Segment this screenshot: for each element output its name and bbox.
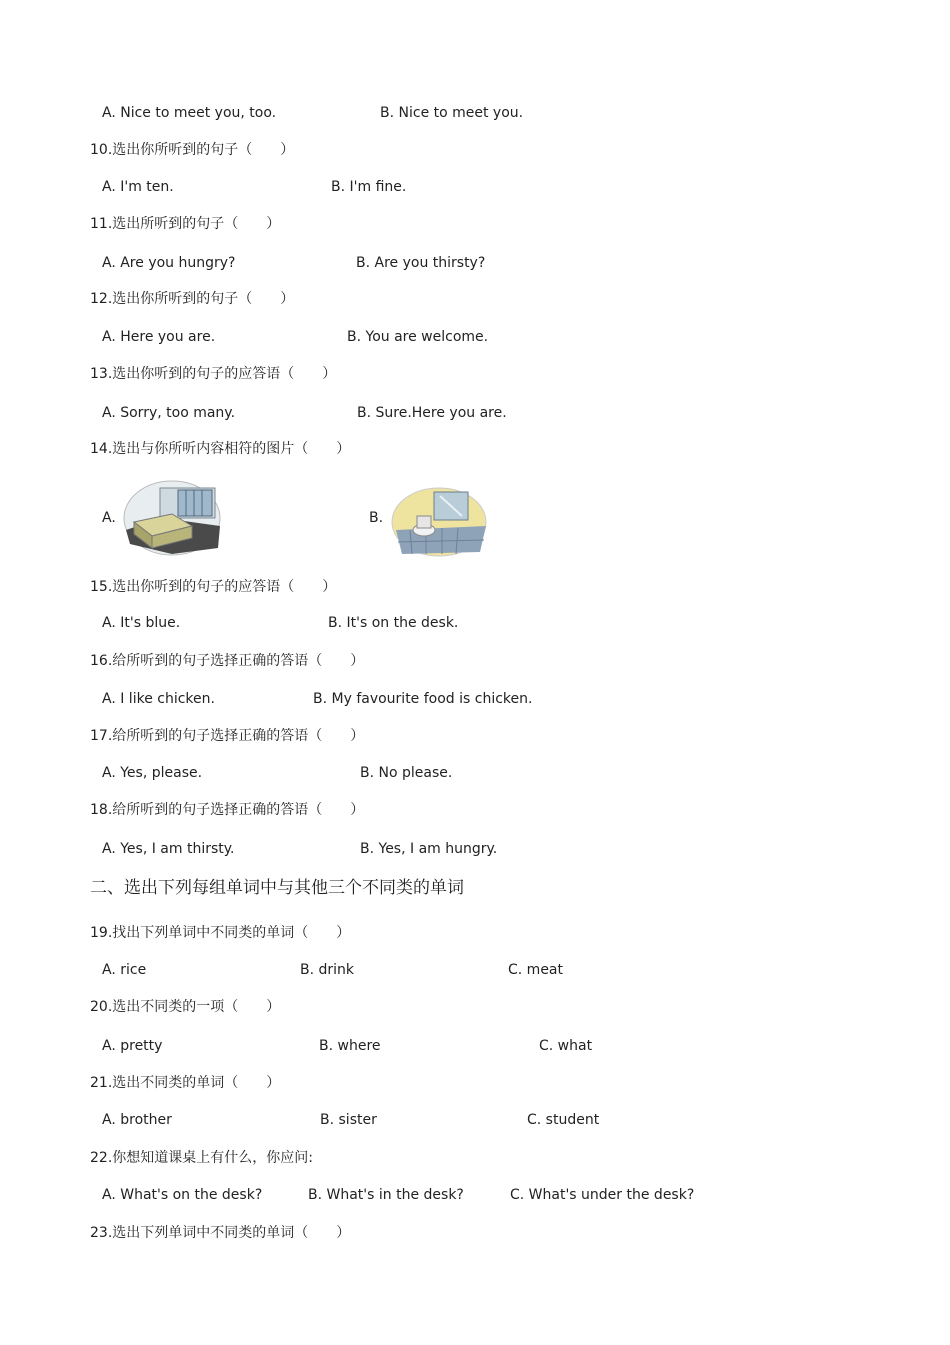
option-a-q19: A. rice [102, 962, 147, 978]
option-b-q19: B. drink [300, 962, 355, 978]
option-a-q17: A. Yes, please. [102, 765, 203, 781]
option-a-q13: A. Sorry, too many. [102, 405, 236, 421]
question-23: 23.选出下列单词中不同类的单词（ ） [90, 1225, 351, 1241]
option-a-q16: A. I like chicken. [102, 691, 215, 707]
question-13: 13.选出你听到的句子的应答语（ ） [90, 366, 337, 382]
option-a-q12: A. Here you are. [102, 329, 216, 345]
option-a-q11: A. Are you hungry? [102, 255, 236, 271]
question-21: 21.选出不同类的单词（ ） [90, 1075, 281, 1091]
question-16: 16.给所听到的句子选择正确的答语（ ） [90, 653, 365, 669]
option-a-q10: A. I'm ten. [102, 179, 174, 195]
option-b-q22: B. What's in the desk? [308, 1187, 464, 1203]
option-c-q20: C. what [539, 1038, 593, 1054]
option-a-q14: A. [102, 510, 116, 526]
option-b-q13: B. Sure.Here you are. [357, 405, 507, 421]
option-a-q15: A. It's blue. [102, 615, 181, 631]
bathroom-picture [390, 486, 488, 558]
option-b-q9: B. Nice to meet you. [380, 105, 524, 121]
question-11: 11.选出所听到的句子（ ） [90, 216, 281, 232]
option-a-q20: A. pretty [102, 1038, 163, 1054]
option-b-q17: B. No please. [360, 765, 453, 781]
question-22: 22.你想知道课桌上有什么，你应问: [90, 1150, 313, 1166]
option-b-q15: B. It's on the desk. [328, 615, 459, 631]
question-15: 15.选出你听到的句子的应答语（ ） [90, 579, 337, 595]
option-a-q18: A. Yes, I am thirsty. [102, 841, 235, 857]
option-a-q22: A. What's on the desk? [102, 1187, 263, 1203]
option-b-q20: B. where [319, 1038, 381, 1054]
option-b-q21: B. sister [320, 1112, 377, 1128]
option-c-q21: C. student [527, 1112, 600, 1128]
question-12: 12.选出你所听到的句子（ ） [90, 291, 295, 307]
option-c-q19: C. meat [508, 962, 563, 978]
option-b-q16: B. My favourite food is chicken. [313, 691, 533, 707]
option-b-q12: B. You are welcome. [347, 329, 489, 345]
question-18: 18.给所听到的句子选择正确的答语（ ） [90, 802, 365, 818]
question-20: 20.选出不同类的一项（ ） [90, 999, 281, 1015]
bedroom-picture [122, 478, 222, 556]
section-title: 二、选出下列每组单词中与其他三个不同类的单词 [90, 878, 464, 898]
question-19: 19.找出下列单词中不同类的单词（ ） [90, 925, 351, 941]
option-a-q9: A. Nice to meet you, too. [102, 105, 277, 121]
option-b-q10: B. I'm fine. [331, 179, 407, 195]
option-a-q21: A. brother [102, 1112, 172, 1128]
question-14: 14.选出与你所听内容相符的图片（ ） [90, 441, 351, 457]
question-17: 17.给所听到的句子选择正确的答语（ ） [90, 728, 365, 744]
option-b-q14: B. [369, 510, 384, 526]
option-b-q18: B. Yes, I am hungry. [360, 841, 498, 857]
option-c-q22: C. What's under the desk? [510, 1187, 695, 1203]
option-b-q11: B. Are you thirsty? [356, 255, 486, 271]
question-10: 10.选出你所听到的句子（ ） [90, 142, 295, 158]
